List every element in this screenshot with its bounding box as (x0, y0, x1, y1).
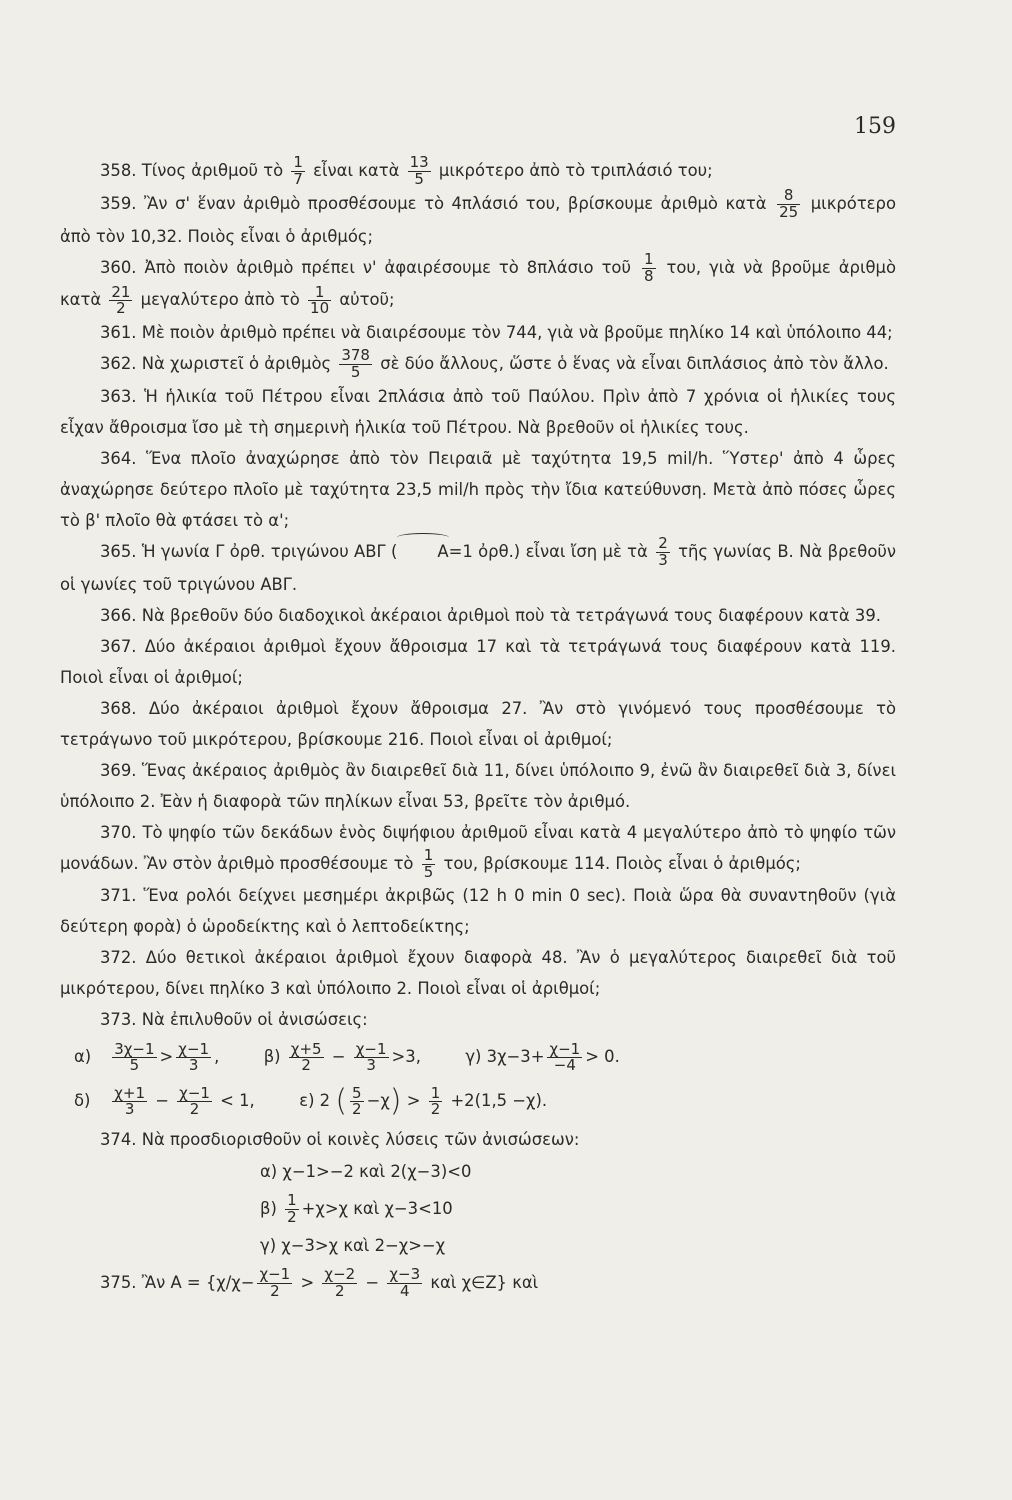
problem-372 (60, 942, 896, 1004)
problem-375: 375. Ἂν Α = {χ/χ− $\frac{\chi-1}{2}$ > $\frac{\chi-2}{2}$ − $\frac{\chi-3}{4}$ καὶ χ∈Ζ} καὶ (100, 1265, 539, 1300)
problem-number: 369. (100, 760, 137, 780)
text: του, βρίσκουμε 114. Ποιὸς εἶναι ὁ ἀριθμός; (443, 853, 801, 873)
fraction: $\frac{\chi-1}{2}$ (179, 1083, 210, 1119)
fraction: $\frac{\chi-2}{2}$ (324, 1265, 356, 1300)
problem-number: 359. (100, 193, 137, 213)
fraction: $\frac{13}{5}$ (409, 153, 429, 188)
fraction: $\frac{\chi+1}{3}$ (114, 1083, 145, 1119)
problem-number: 362. (100, 354, 137, 373)
problem-number: 366. (100, 605, 137, 625)
text: Δύο ἀκέραιοι ἀριθμοὶ ἔχουν ἄθροισμα 17 καὶ τὰ τετράγωνά τους διαφέρουν κατὰ 119. Ποιοὶ εἶναι οἱ ἀριθμοί; (60, 636, 896, 687)
text: Ἀπὸ ποιὸν ἀριθμὸ πρέπει ν' ἀφαιρέσουμε τὸ 8πλάσιο τοῦ (144, 257, 631, 277)
text: Δύο θετικοὶ ἀκέραιοι ἀριθμοὶ ἔχουν διαφορὰ 48. Ἂν ὁ μεγαλύτερος διαιρεθεῖ διὰ τοῦ μικρότερου, δίνει πηλίκο 3 καὶ ὑπόλοιπο 2. Ποιοὶ εἶναι οἱ ἀριθμοί; (60, 948, 896, 999)
fraction: $\frac{3\chi-1}{5}$ (114, 1039, 155, 1075)
fraction: $\frac{1}{10}$ (310, 282, 330, 318)
problem-number: 365. (100, 541, 137, 561)
inequalities-373 (60, 1035, 896, 1124)
fraction: $\frac{\chi+5}{2}$ (290, 1039, 322, 1075)
text: Νὰ ἐπιλυθοῦν οἱ ἀνισώσεις: (141, 1010, 368, 1030)
text: =1 ὀρθ.) εἶναι ἴση μὲ τὰ (448, 541, 648, 561)
problem-364 (60, 443, 896, 536)
problem-number: 360. (100, 257, 137, 277)
fraction: $\frac{21}{2}$ (111, 282, 131, 318)
text: Νὰ χωριστεῖ ὁ ἀριθμὸς (141, 354, 332, 373)
problem-number: 364. (100, 448, 137, 468)
problem-365 (60, 536, 896, 600)
problem-360 (60, 249, 896, 318)
fraction: $\frac{1}{2}$ (430, 1083, 441, 1119)
problem-number: 371. (100, 886, 137, 906)
text: του, γιὰ νὰ βροῦμε ἀριθμὸ κατὰ (60, 257, 896, 310)
text: Ἂν σ' ἕναν ἀριθμὸ προσθέσουμε τὸ 4πλάσιό του, βρίσκουμε ἀριθμὸ κατὰ (144, 193, 767, 213)
fraction: $\frac{1}{7}$ (293, 153, 303, 188)
problem-363 (60, 381, 896, 443)
inequality-row-alpha: α) χ−1>−2 καὶ 2(χ−3)<0 (260, 1161, 472, 1181)
text: Νὰ προσδιορισθοῦν οἱ κοινὲς λύσεις τῶν ἀνισώσεων: (141, 1129, 580, 1149)
problem-number: 374. (100, 1129, 137, 1149)
text: Ἡ γωνία Γ ὀρθ. τριγώνου ΑΒΓ ( (141, 541, 398, 561)
text: μικρότερο ἀπὸ τὸ τριπλάσιό του; (438, 161, 713, 180)
text: εἶναι κατὰ (313, 161, 400, 180)
problem-366 (60, 600, 896, 631)
text: Ἕνα ρολόι δείχνει μεσημέρι ἀκριβῶς (12 h 0 min 0 sec). Ποιὰ ὥρα θὰ συναντηθοῦν (γιὰ δεύτερη φορὰ) ὁ ὡροδείκτης καὶ ὁ λεπτοδείκτης; (60, 886, 896, 937)
fraction: $\frac{\chi-1}{3}$ (355, 1039, 387, 1075)
page-number: 159 (854, 114, 896, 139)
problem-list (60, 155, 896, 1300)
inequality-row-gamma: γ) χ−3>χ καὶ 2−χ>−χ (260, 1235, 446, 1255)
text: Μὲ ποιὸν ἀριθμὸ πρέπει νὰ διαιρέσουμε τὸν 744, γιὰ νὰ βροῦμε πηλίκο 14 καὶ ὑπόλοιπο 44; (141, 323, 893, 342)
text: Ἡ ἡλικία τοῦ Πέτρου εἶναι 2πλάσια ἀπὸ τοῦ Παύλου. Πρὶν ἀπὸ 7 χρόνια οἱ ἡλικίες τους εἶχαν ἄθροισμα ἴσο μὲ τὴ σημερινὴ ἡλικία τοῦ Πέτρου. Νὰ βρεθοῦν οἱ ἡλικίες τους. (60, 386, 896, 437)
fraction: $\frac{1}{2}$ (287, 1191, 297, 1226)
inequalities-374 (60, 1155, 896, 1263)
text: μεγαλύτερο ἀπὸ τὸ (140, 290, 300, 310)
problem-number: 368. (100, 698, 137, 718)
problem-374 (60, 1124, 896, 1155)
fraction: $\frac{378}{5}$ (341, 346, 370, 381)
fraction: $\frac{8}{25}$ (779, 186, 799, 221)
problem-number: 361. (100, 323, 137, 342)
text: Ἕνα πλοῖο ἀναχώρησε ἀπὸ τὸν Πειραιᾶ μὲ ταχύτητα 19,5 mil/h. Ὕστερ' ἀπὸ 4 ὧρες ἀναχώρησε δεύτερο πλοῖο μὲ ταχύτητα 23,5 mil/h πρὸς τὴν ἴδια κατεύθυνση. Μετὰ ἀπὸ πόσες ὧρες τὸ β' πλοῖο θὰ φτάσει τὸ α'; (60, 448, 896, 530)
problem-373 (60, 1004, 896, 1035)
problem-number: 375. (100, 1272, 137, 1292)
fraction: $\frac{\chi-1}{2}$ (259, 1265, 291, 1300)
text: Ἂν Α = {χ/χ− (141, 1272, 255, 1292)
text: τῆς γωνίας Β. Νὰ βρεθοῦν οἱ γωνίες τοῦ τριγώνου ΑΒΓ. (60, 541, 896, 594)
text: Ἕνας ἀκέραιος ἀριθμὸς ἂν διαιρεθεῖ διὰ 11, δίνει ὑπόλοιπο 9, ἐνῶ ἂν διαιρεθεῖ διὰ 3, δίνει ὑπόλοιπο 2. Ἐὰν ἡ διαφορὰ τῶν πηλίκων εἶναι 53, βρεῖτε τὸν ἀριθμό. (60, 760, 896, 811)
problem-368 (60, 693, 896, 755)
problem-361 (60, 317, 896, 348)
fraction: $\frac{2}{3}$ (658, 534, 668, 569)
text: Τὸ ψηφίο τῶν δεκάδων ἑνὸς διψήφιου ἀριθμοῦ εἶναι κατὰ 4 μεγαλύτερο ἀπὸ τὸ ψηφίο τῶν μονάδων. Ἂν στὸν ἀριθμὸ προσθέσουμε τὸ (60, 822, 896, 873)
text: Νὰ βρεθοῦν δύο διαδοχικοὶ ἀκέραιοι ἀριθμοὶ ποὺ τὰ τετράγωνά τους διαφέρουν κατὰ 39. (141, 605, 881, 625)
problem-number: 370. (100, 822, 137, 842)
problem-367 (60, 631, 896, 693)
inequality-row-beta: β) $\frac{1}{2}$ +χ>χ καὶ χ−3<10 (260, 1191, 453, 1226)
text: σὲ δύο ἄλλους, ὥστε ὁ ἕνας νὰ εἶναι διπλάσιος ἀπὸ τὸν ἄλλο. (380, 354, 889, 373)
problem-number: 373. (100, 1010, 137, 1030)
fraction: $\frac{1}{5}$ (423, 845, 434, 881)
problem-number: 358. (100, 161, 137, 180)
problem-370 (60, 817, 896, 881)
problem-371 (60, 880, 896, 942)
fraction: $\frac{\chi-1}{3}$ (178, 1039, 210, 1075)
fraction: $\frac{1}{8}$ (643, 249, 654, 285)
problem-358 (60, 155, 896, 188)
text: αὐτοῦ; (339, 290, 395, 310)
fraction: $\frac{\chi-1}{-4}$ (549, 1039, 581, 1075)
problem-359 (60, 188, 896, 252)
problem-number: 372. (100, 948, 137, 968)
angle-arc: Α (397, 536, 448, 567)
inequality-row-delta: δ) $\frac{\chi+1}{3}$ − $\frac{\chi-1}{2}$ < 1, ε) 2 ( $\frac{5}{2}$ −χ) > $\frac{1}{2}$ +2(1,5 −χ). (74, 1083, 548, 1119)
text: Τίνος ἀριθμοῦ τὸ (141, 161, 284, 180)
problem-362 (60, 348, 896, 381)
fraction: $\frac{5}{2}$ (352, 1083, 362, 1119)
text: καὶ χ∈Ζ} καὶ (430, 1272, 539, 1292)
problem-369 (60, 755, 896, 817)
text: Δύο ἀκέραιοι ἀριθμοὶ ἔχουν ἄθροισμα 27. Ἂν στὸ γινόμενό τους προσθέσουμε τὸ τετράγωνο τοῦ μικρότερου, βρίσκουμε 216. Ποιοὶ εἶναι οἱ ἀριθμοί; (60, 698, 896, 749)
problem-number: 367. (100, 636, 137, 656)
inequality-row-alpha: α) $\frac{3\chi-1}{5}$ > $\frac{\chi-1}{3}$ , β) $\frac{\chi+5}{2}$ − $\frac{\chi-1}{3}$ >3, γ) 3χ−3+ $\frac{\chi-1}{-4}$ > 0. (74, 1039, 620, 1075)
text: μικρότερο ἀπὸ τὸν 10,32. Ποιὸς εἶναι ὁ ἀριθμός; (60, 193, 896, 246)
problem-number: 363. (100, 386, 137, 406)
fraction: $\frac{\chi-3}{4}$ (389, 1265, 421, 1300)
